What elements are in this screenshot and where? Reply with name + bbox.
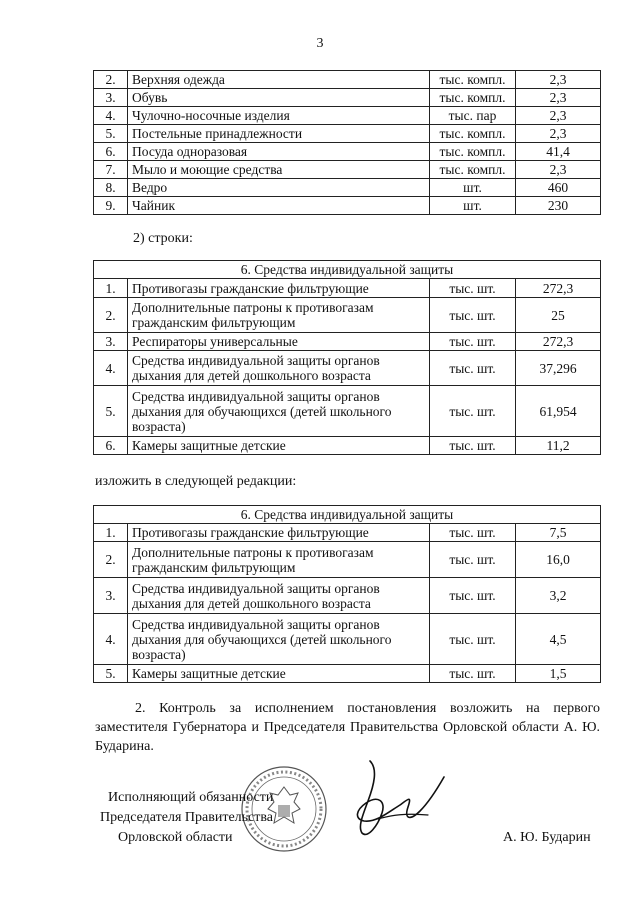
table-caption: 6. Средства индивидуальной защиты	[94, 261, 601, 279]
table-caption-row	[94, 506, 601, 524]
table-caption-row	[94, 261, 601, 279]
table-row: 2. Дополнительные патроны к противогазам гражданским фильтрующим тыс. шт. 16,0	[94, 542, 601, 578]
table-caption: 6. Средства индивидуальной защиты	[94, 506, 601, 524]
table-row: 4. Средства индивидуальной защиты органов дыхания для обучающихся (детей школьного возраста) тыс. шт. 4,5	[94, 614, 601, 665]
table-row: 1. Противогазы гражданские фильтрующие тыс. шт. 272,3	[94, 279, 601, 298]
control-paragraph: 2. Контроль за исполнением постановления возложить на первого заместителя Губернатора и Председателя Правительства Орловской области А. Ю. Бударина.	[95, 701, 600, 754]
table-row: 5. Камеры защитные детские тыс. шт. 1,5	[94, 665, 601, 683]
goods-table	[93, 70, 601, 215]
table-row: 1. Противогазы гражданские фильтрующие тыс. шт. 7,5	[94, 524, 601, 542]
page-number: 3	[316, 36, 324, 51]
redaction-label: изложить в следующей редакции:	[95, 474, 297, 489]
ppe-table-old	[93, 260, 601, 455]
signatory-line-2: Председателя Правительства	[100, 810, 274, 825]
table-row: 8. Ведро шт. 460	[94, 179, 601, 197]
signatory-name: А. Ю. Бударин	[503, 830, 591, 845]
table-row: 3. Обувь тыс. компл. 2,3	[94, 89, 601, 107]
table-row: 6. Камеры защитные детские тыс. шт. 11,2	[94, 437, 601, 455]
table-row: 4. Средства индивидуальной защиты органов дыхания для детей дошкольного возраста тыс. шт. 37,296	[94, 351, 601, 386]
table-row: 5. Средства индивидуальной защиты органов дыхания для обучающихся (детей школьного возраста) тыс. шт. 61,954	[94, 386, 601, 437]
table-row: 4. Чулочно-носочные изделия тыс. пар 2,3	[94, 107, 601, 125]
table-row: 3. Средства индивидуальной защиты органов дыхания для детей дошкольного возраста тыс. шт. 3,2	[94, 578, 601, 614]
table-row: 6. Посуда одноразовая тыс. компл. 41,4	[94, 143, 601, 161]
table-row: 2. Дополнительные патроны к противогазам гражданским фильтрующим тыс. шт. 25	[94, 298, 601, 333]
table-row: 9. Чайник шт. 230	[94, 197, 601, 215]
rows-label: 2) строки:	[133, 231, 193, 246]
table-row: 2. Верхняя одежда тыс. компл. 2,3	[94, 71, 601, 89]
ppe-table-new	[93, 505, 601, 683]
table-row: 7. Мыло и моющие средства тыс. компл. 2,3	[94, 161, 601, 179]
table-row: 3. Респираторы универсальные тыс. шт. 272,3	[94, 333, 601, 351]
signatory-line-3: Орловской области	[118, 830, 233, 845]
signatory-line-1: Исполняющий обязанности	[108, 790, 274, 805]
table-row: 5. Постельные принадлежности тыс. компл. 2,3	[94, 125, 601, 143]
handwritten-signature-icon	[348, 755, 448, 850]
signatory-title	[100, 788, 274, 848]
